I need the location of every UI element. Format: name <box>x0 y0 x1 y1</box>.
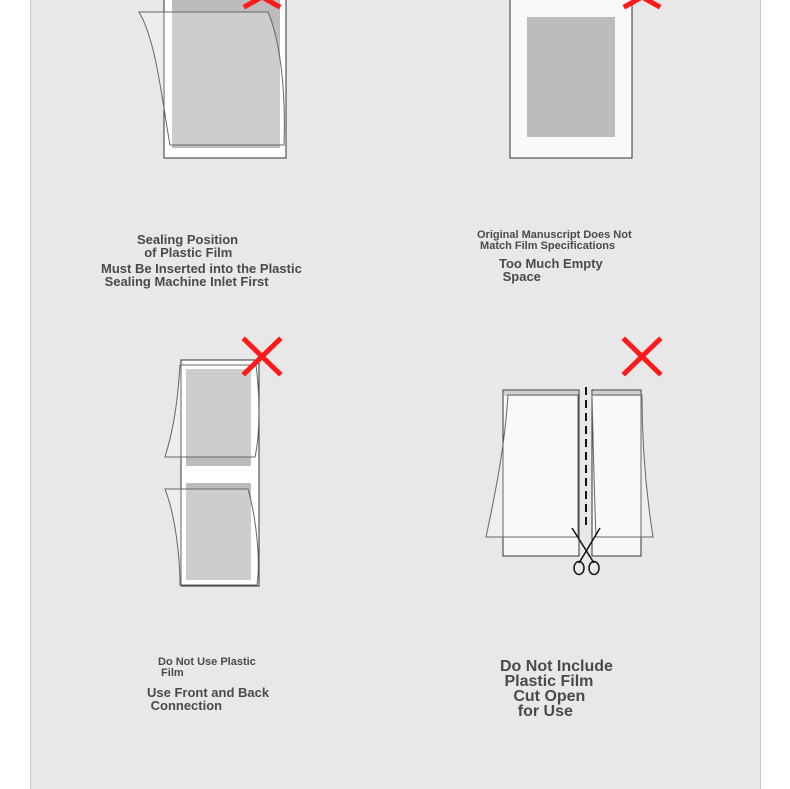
caption-line: Plastic Film <box>500 672 594 690</box>
film-flap-left <box>486 395 578 537</box>
caption-line: Match Film Specifications <box>477 240 616 252</box>
cut-open-illustration <box>480 335 670 580</box>
caption-line: Do Not Use Plastic <box>158 656 256 668</box>
caption-line: Use Front and Back <box>147 685 270 700</box>
caption-line: Too Much Empty <box>499 256 603 271</box>
size-mismatch-illustration <box>500 0 670 165</box>
x-mark-icon <box>625 340 659 373</box>
x-mark-icon <box>245 340 279 373</box>
front-back-illustration <box>160 335 290 595</box>
film-flap-right <box>592 395 653 537</box>
sealing-position-subtitle <box>101 262 302 288</box>
front-back-title <box>158 657 256 679</box>
caption-line: Original Manuscript Does Not <box>477 229 632 241</box>
caption-line: of Plastic Film <box>137 245 233 260</box>
caption-line: Sealing Machine Inlet First <box>101 274 269 289</box>
caption-line: Do Not Include <box>500 658 613 675</box>
document <box>527 17 615 137</box>
caption-line: Film <box>158 667 184 679</box>
caption-line: for Use <box>500 702 573 720</box>
cut-open-title <box>500 660 613 720</box>
size-mismatch-subtitle <box>499 257 603 283</box>
size-mismatch-title <box>477 230 632 252</box>
x-mark-icon <box>626 0 658 6</box>
front-back-subtitle <box>147 686 269 712</box>
film-flap-front <box>165 365 259 457</box>
film-flap-back <box>165 489 258 585</box>
sealing-position-illustration <box>130 0 300 165</box>
sealing-position-title <box>137 233 238 259</box>
caption-line: Space <box>499 269 541 284</box>
caption-line: Connection <box>147 698 223 713</box>
caption-line: Cut Open <box>500 687 586 705</box>
caption-line: Must Be Inserted into the Plastic <box>101 261 302 276</box>
caption-line: Sealing Position <box>137 232 239 247</box>
film-flap <box>139 12 284 145</box>
